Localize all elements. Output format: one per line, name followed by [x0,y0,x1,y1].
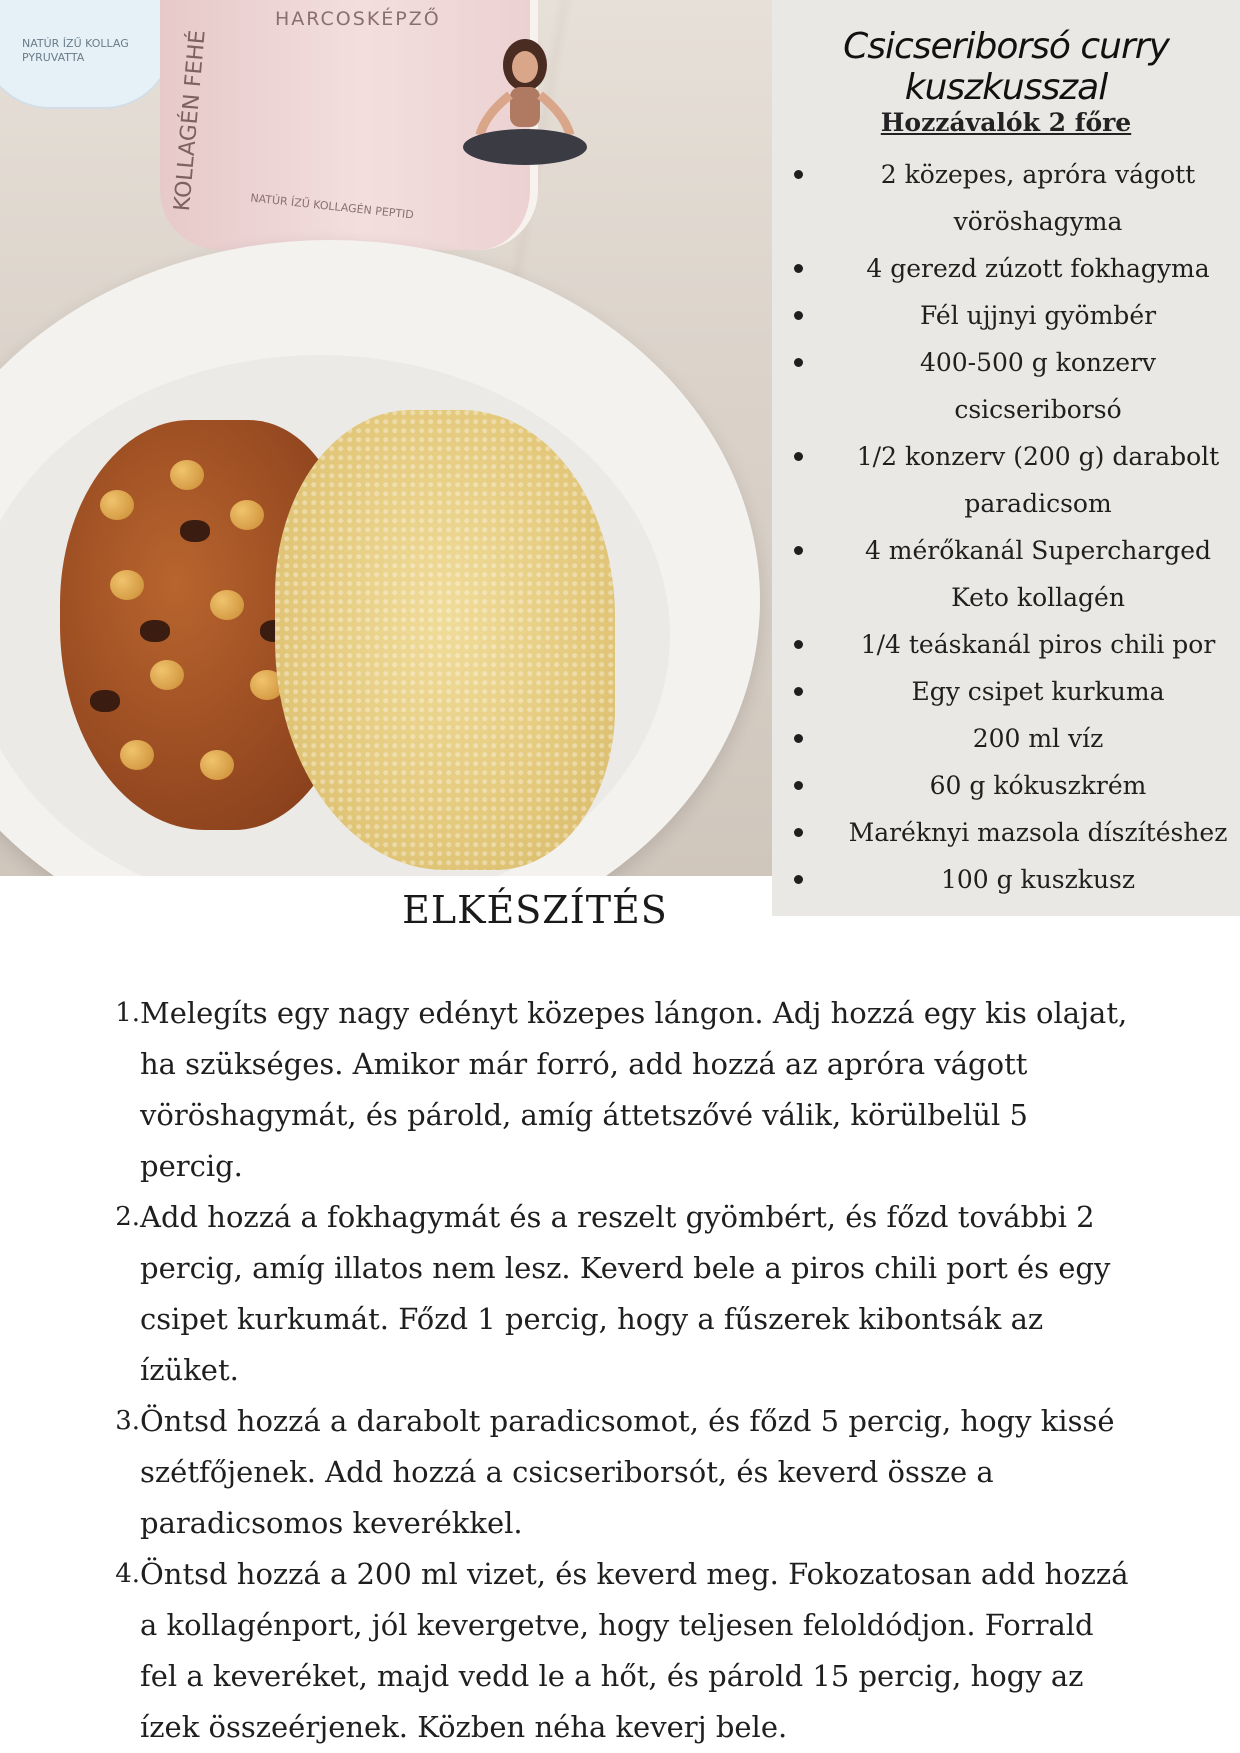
raisin [180,520,210,542]
bullet-icon [794,452,803,461]
bullet-icon [794,546,803,555]
chickpea [200,750,234,780]
ingredient-text: 1/4 teáskanál piros chili por [860,630,1216,659]
blue-jar [0,0,174,109]
bullet-icon [794,828,803,837]
jar-small-text-2: PYRUVATTA [22,51,85,64]
ingredient-text: Fél ujjnyi gyömbér [919,301,1157,330]
meditating-woman-icon [450,35,600,175]
jar-small-text-1: NATÚR ÍZŰ KOLLAG [22,37,129,50]
method-step [110,988,1130,1192]
jar-footer-text: NATÚR ÍZŰ KOLLAGÉN PEPTID [249,191,415,222]
recipe-title: Csicseriborsó curry kuszkusszal [843,26,1169,108]
bullet-icon [794,311,803,320]
ingredient-text: 100 g kuszkusz [940,865,1136,894]
chickpea [100,490,134,520]
method-step [110,1549,1130,1753]
ingredients-panel [772,0,1240,916]
chickpea [150,660,184,690]
step-text: Add hozzá a fokhagymát és a reszelt gyömbért, és főzd további 2 percig, amíg illatos nem lesz. Keverd bele a piros chili port és egy csipet kurkumát. Főzd 1 percig, hogy a fűszerek kibontsák az ízüket. [140,1200,1111,1387]
ingredient-text: 4 gerezd zúzott fokhagyma [866,254,1210,283]
step-number: 2. [115,1202,140,1232]
step-number: 1. [115,998,140,1028]
chickpea [210,590,244,620]
ingredient-item [794,809,1234,856]
bullet-icon [794,264,803,273]
ingredient-item [794,292,1234,339]
chickpea [230,500,264,530]
step-text: Öntsd hozzá a 200 ml vizet, és keverd meg. Fokozatosan add hozzá a kollagénport, jól kevergetve, hogy teljesen feloldódjon. Forrald fel a keveréket, majd vedd le a hőt, és párold 15 percig, hogy az ízek összeérjenek. Közben néha keverj bele. [140,1557,1129,1744]
step-text: Öntsd hozzá a darabolt paradicsomot, és főzd 5 percig, hogy kissé szétfőjenek. Add hozzá a csicseriborsót, és keverd össze a paradicsomos keverékkel. [140,1404,1115,1540]
ingredient-item [794,715,1234,762]
method-heading: ELKÉSZÍTÉS [402,888,668,932]
ingredient-text: 60 g kókuszkrém [929,771,1147,800]
method-steps [110,988,1130,1753]
ingredient-text: Maréknyi mazsola díszítéshez [848,818,1228,847]
bullet-icon [794,358,803,367]
ingredient-item [794,762,1234,809]
collagen-jar [160,0,538,250]
ingredient-item [794,245,1234,292]
step-text: Melegíts egy nagy edényt közepes lángon. Adj hozzá egy kis olajat, ha szükséges. Amikor már forró, add hozzá az apróra vágott vöröshagymát, és párold, amíg áttetszővé válik, körülbelül 5 percig. [140,996,1128,1183]
ingredient-text: Egy csipet kurkuma [911,677,1165,706]
ingredient-item [794,668,1234,715]
raisin [90,690,120,712]
bullet-icon [794,781,803,790]
bullet-icon [794,640,803,649]
couscous [275,410,615,870]
ingredient-text: 4 mérőkanál Supercharged Keto kollagén [864,536,1212,612]
ingredient-text: 400-500 g konzerv csicseriborsó [919,348,1157,424]
ingredient-text: 200 ml víz [972,724,1104,753]
method-step [110,1396,1130,1549]
method-step [110,1192,1130,1396]
ingredient-item [794,433,1234,527]
chickpea [120,740,154,770]
ingredients-list [794,151,1234,903]
bullet-icon [794,875,803,884]
ingredients-heading: Hozzávalók 2 főre [880,108,1132,137]
ingredient-item [794,339,1234,433]
ingredient-item [794,527,1234,621]
step-number: 4. [115,1559,140,1589]
step-number: 3. [115,1406,140,1436]
bullet-icon [794,687,803,696]
recipe-photo [0,0,772,876]
bullet-icon [794,170,803,179]
chickpea [110,570,144,600]
bullet-icon [794,734,803,743]
ingredient-item [794,621,1234,668]
raisin [140,620,170,642]
ingredient-item [794,151,1234,245]
jar-brand: HARCOSKÉPZŐ [275,8,441,30]
ingredient-text: 2 közepes, apróra vágott vöröshagyma [880,160,1196,236]
jar-side-label: KOLLAGÉN FEHÉ [170,29,211,213]
chickpea [170,460,204,490]
ingredient-text: 1/2 konzerv (200 g) darabolt paradicsom [856,442,1220,518]
